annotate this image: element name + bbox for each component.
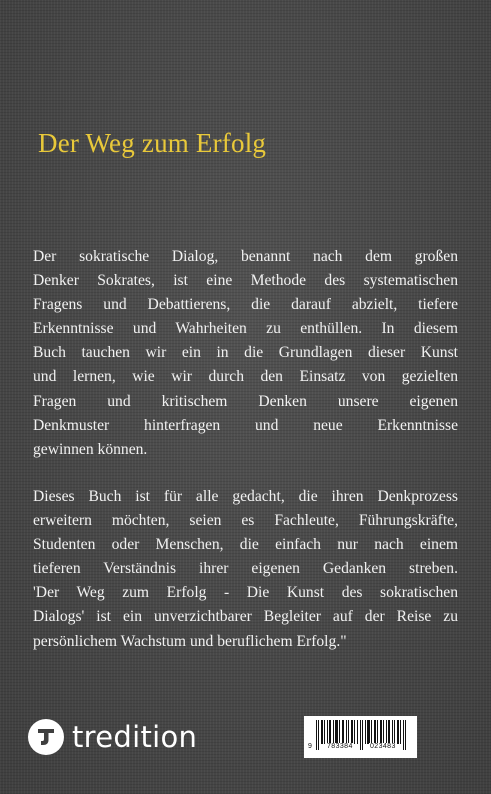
blurb-line: Dialogs' ist ein unverzichtbarer Begleiter auf der Reise zu <box>33 608 458 626</box>
blurb-line: Studenten oder Menschen, die einfach nur nach einem <box>33 536 458 554</box>
blurb-line: Dieses Buch ist für alle gedacht, die ihren Denkprozess <box>33 488 458 505</box>
barcode-digits-left: 783384 <box>327 743 353 750</box>
isbn-barcode <box>304 716 417 758</box>
blurb-paragraph-1 <box>33 245 458 462</box>
blurb-line: persönlichem Wachstum und beruflichem Erfolg." <box>33 632 347 650</box>
blurb-line: tieferen Verständnis ihrer eigenen Gedanken streben. <box>33 560 458 578</box>
tredition-logo-icon <box>28 719 64 755</box>
blurb-line: Buch tauchen wir ein in die Grundlagen dieser Kunst <box>33 344 458 362</box>
blurb-line: Fragens und Debattierens, die darauf abzielt, tiefere <box>33 296 458 314</box>
blurb-line: erweitern möchten, seien es Fachleute, Führungskräfte, <box>33 512 458 530</box>
barcode-digits-right: 023483 <box>370 743 396 750</box>
barcode-lead-digit: 9 <box>308 743 312 750</box>
blurb-line: 'Der Weg zum Erfolg - Die Kunst des sokratischen <box>33 584 458 602</box>
blurb-line: Der sokratische Dialog, benannt nach dem großen <box>33 248 458 265</box>
book-title: Der Weg zum Erfolg <box>38 128 267 158</box>
blurb-line: Denkmuster hinterfragen und neue Erkenntnisse <box>33 416 458 434</box>
blurb-paragraph-2 <box>33 485 458 654</box>
publisher-logo <box>28 718 197 756</box>
blurb-line: gewinnen können. <box>33 440 148 458</box>
publisher-name: tredition <box>72 720 198 754</box>
blurb-line: Erkenntnisse und Wahrheiten zu enthüllen. In diesem <box>33 320 458 338</box>
blurb-line: Denker Sokrates, ist eine Methode des systematischen <box>33 272 458 290</box>
blurb-line: Fragen und kritischem Denken unsere eigenen <box>33 392 458 410</box>
blurb-line: und lernen, wie wir durch den Einsatz von gezielten <box>33 368 458 386</box>
